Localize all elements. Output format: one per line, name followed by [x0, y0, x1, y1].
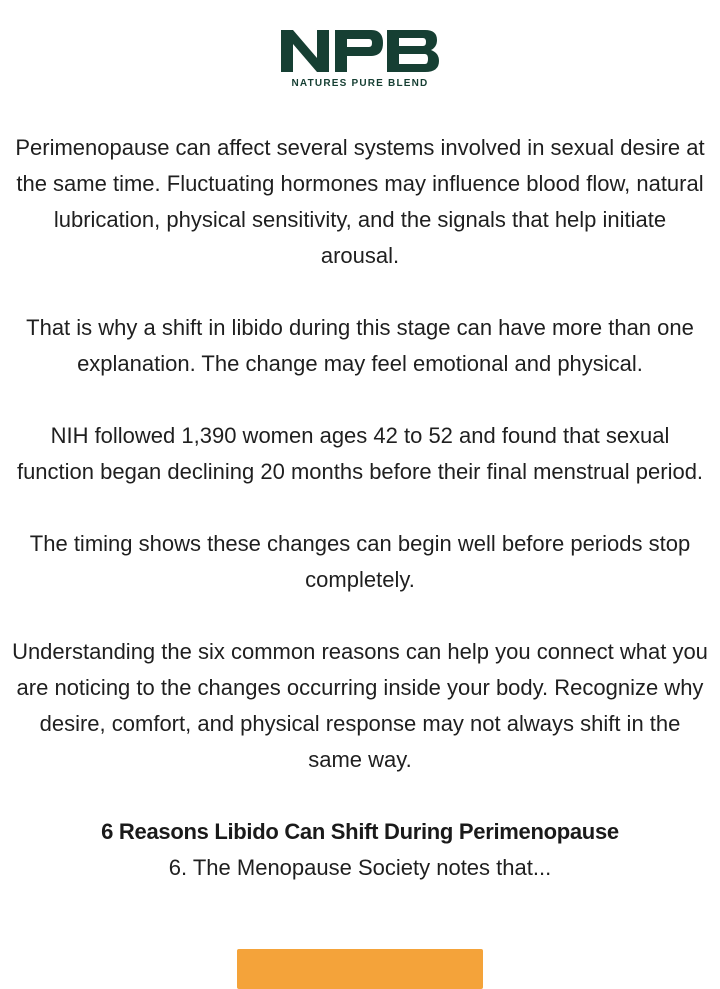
- brand-tagline: NATURES PURE BLEND: [291, 78, 429, 89]
- article-paragraph-2: That is why a shift in libido during this stage can have more than one explanation. The change may feel emotional and physical.: [26, 315, 694, 376]
- cta-button[interactable]: [237, 949, 483, 989]
- npb-logo-icon: [279, 26, 441, 74]
- section-teaser: 6. The Menopause Society notes that...: [168, 855, 552, 880]
- article-paragraph-4: The timing shows these changes can begin well before periods stop completely.: [29, 531, 691, 592]
- article-paragraph-5: Understanding the six common reasons can help you connect what you are noticing to the changes occurring inside your body. Recognize why desire, comfort, and physical response may not always shift in the same way.: [12, 639, 708, 772]
- article-paragraph-1: Perimenopause can affect several systems involved in sexual desire at the same time. Fluctuating hormones may influence blood flow, natural lubrication, physical sensitivity, and the signals that help initiate arousal.: [15, 135, 705, 268]
- article-paragraph-3: NIH followed 1,390 women ages 42 to 52 and found that sexual function began declining 20 months before their final menstrual period.: [16, 423, 704, 484]
- section-heading: 6 Reasons Libido Can Shift During Perimenopause: [101, 819, 619, 844]
- brand-logo: [0, 26, 720, 89]
- article-body: [12, 130, 708, 886]
